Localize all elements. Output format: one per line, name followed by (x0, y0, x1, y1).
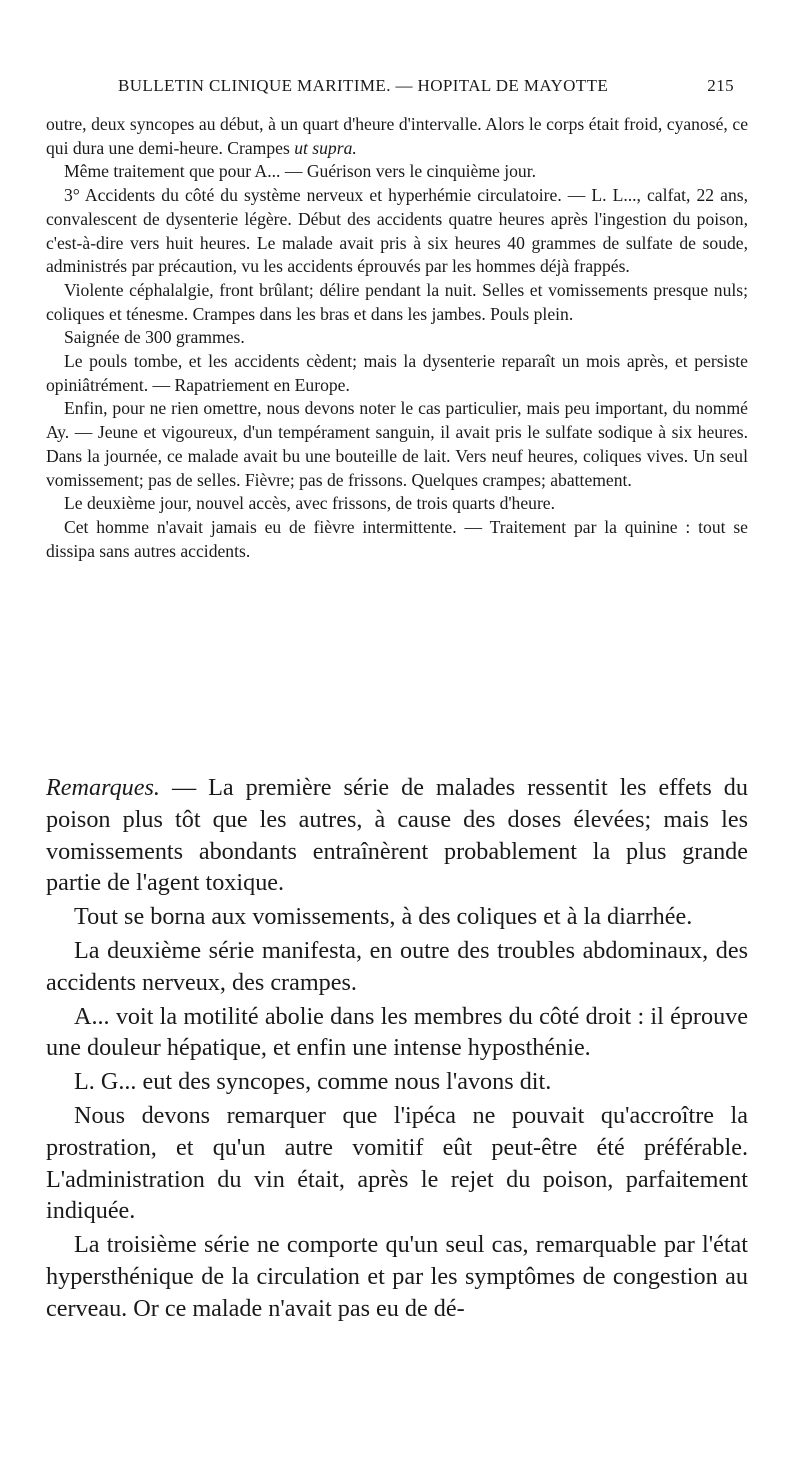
remarks-heading: Remarques. (46, 774, 160, 801)
paragraph (46, 113, 748, 160)
running-title: BULLETIN CLINIQUE MARITIME. — HOPITAL DE MAYOTTE (118, 76, 609, 95)
paragraph: Le deuxième jour, nouvel accès, avec frissons, de trois quarts d'heure. (64, 493, 556, 514)
paragraph: A... voit la motilité abolie dans les membres du côté droit : il éprouve une douleur hépatique, et enfin une intense hyposthénie. (46, 1002, 748, 1062)
paragraph: Saignée de 300 grammes. (64, 327, 245, 348)
paragraph: Même traitement que pour A... — Guérison vers le cinquième jour. (64, 161, 536, 182)
remarks-section (46, 772, 748, 1327)
paragraph: 3° Accidents du côté du système nerveux et hyperhémie circulatoire. — L. L..., calfat, 22 ans, convalescent de dysenterie légère. Début des accidents quatre heures après l'ingestion du poison, c'est-à-dire vers huit heures. Le malade avait pris à six heures 40 grammes de sulfate de soude, administrés par précaution, vu les accidents éprouvés par les hommes déjà frappés. (46, 185, 748, 277)
running-head (118, 76, 734, 96)
paragraph-text: — La première série de malades ressentit les effets du poison plus tôt que les autres, à cause des doses élevées; mais les vomissements abondants entraînèrent probablement la plus grande partie de l'agent toxique. (46, 774, 748, 897)
paragraph-text: outre, deux syncopes au début, à un quart d'heure d'intervalle. Alors le corps était froid, cyanosé, ce qui dura une demi-heure. Crampes (46, 114, 748, 158)
paragraph (46, 772, 748, 899)
paragraph: L. G... eut des syncopes, comme nous l'avons dit. (74, 1068, 552, 1096)
italic-text: ut supra. (294, 137, 357, 158)
paragraph: La deuxième série manifesta, en outre des troubles abdominaux, des accidents nerveux, des crampes. (46, 936, 748, 996)
case-notes (46, 113, 748, 563)
page-number: 215 (707, 76, 734, 95)
paragraph: Cet homme n'avait jamais eu de fièvre intermittente. — Traitement par la quinine : tout se dissipa sans autres accidents. (46, 516, 748, 561)
paragraph: Enfin, pour ne rien omettre, nous devons noter le cas particulier, mais peu important, du nommé Ay. — Jeune et vigoureux, d'un tempérament sanguin, il avait pris le sulfate sodique à six heures. Dans la journée, ce malade avait bu une bouteille de lait. Vers neuf heures, coliques vives. Un seul vomissement; pas de selles. Fièvre; pas de frissons. Quelques crampes; abattement. (46, 398, 748, 490)
paragraph: Le pouls tombe, et les accidents cèdent; mais la dysenterie reparaît un mois après, et persiste opiniâtrément. — Rapatriement en Europe. (46, 351, 748, 395)
paragraph: Tout se borna aux vomissements, à des coliques et à la diarrhée. (74, 903, 693, 931)
paragraph: La troisième série ne comporte qu'un seul cas, remarquable par l'état hypersthénique de la circulation et par les symptômes de congestion au cerveau. Or ce malade n'avait pas eu de dé- (46, 1231, 748, 1322)
paragraph: Violente céphalalgie, front brûlant; délire pendant la nuit. Selles et vomissements presque nuls; coliques et ténesme. Crampes dans les bras et dans les jambes. Pouls plein. (46, 279, 748, 324)
paragraph: Nous devons remarquer que l'ipéca ne pouvait qu'accroître la prostration, et qu'un autre vomitif eût peut-être été préférable. L'administration du vin était, après le rejet du poison, parfaitement indiquée. (46, 1101, 748, 1225)
